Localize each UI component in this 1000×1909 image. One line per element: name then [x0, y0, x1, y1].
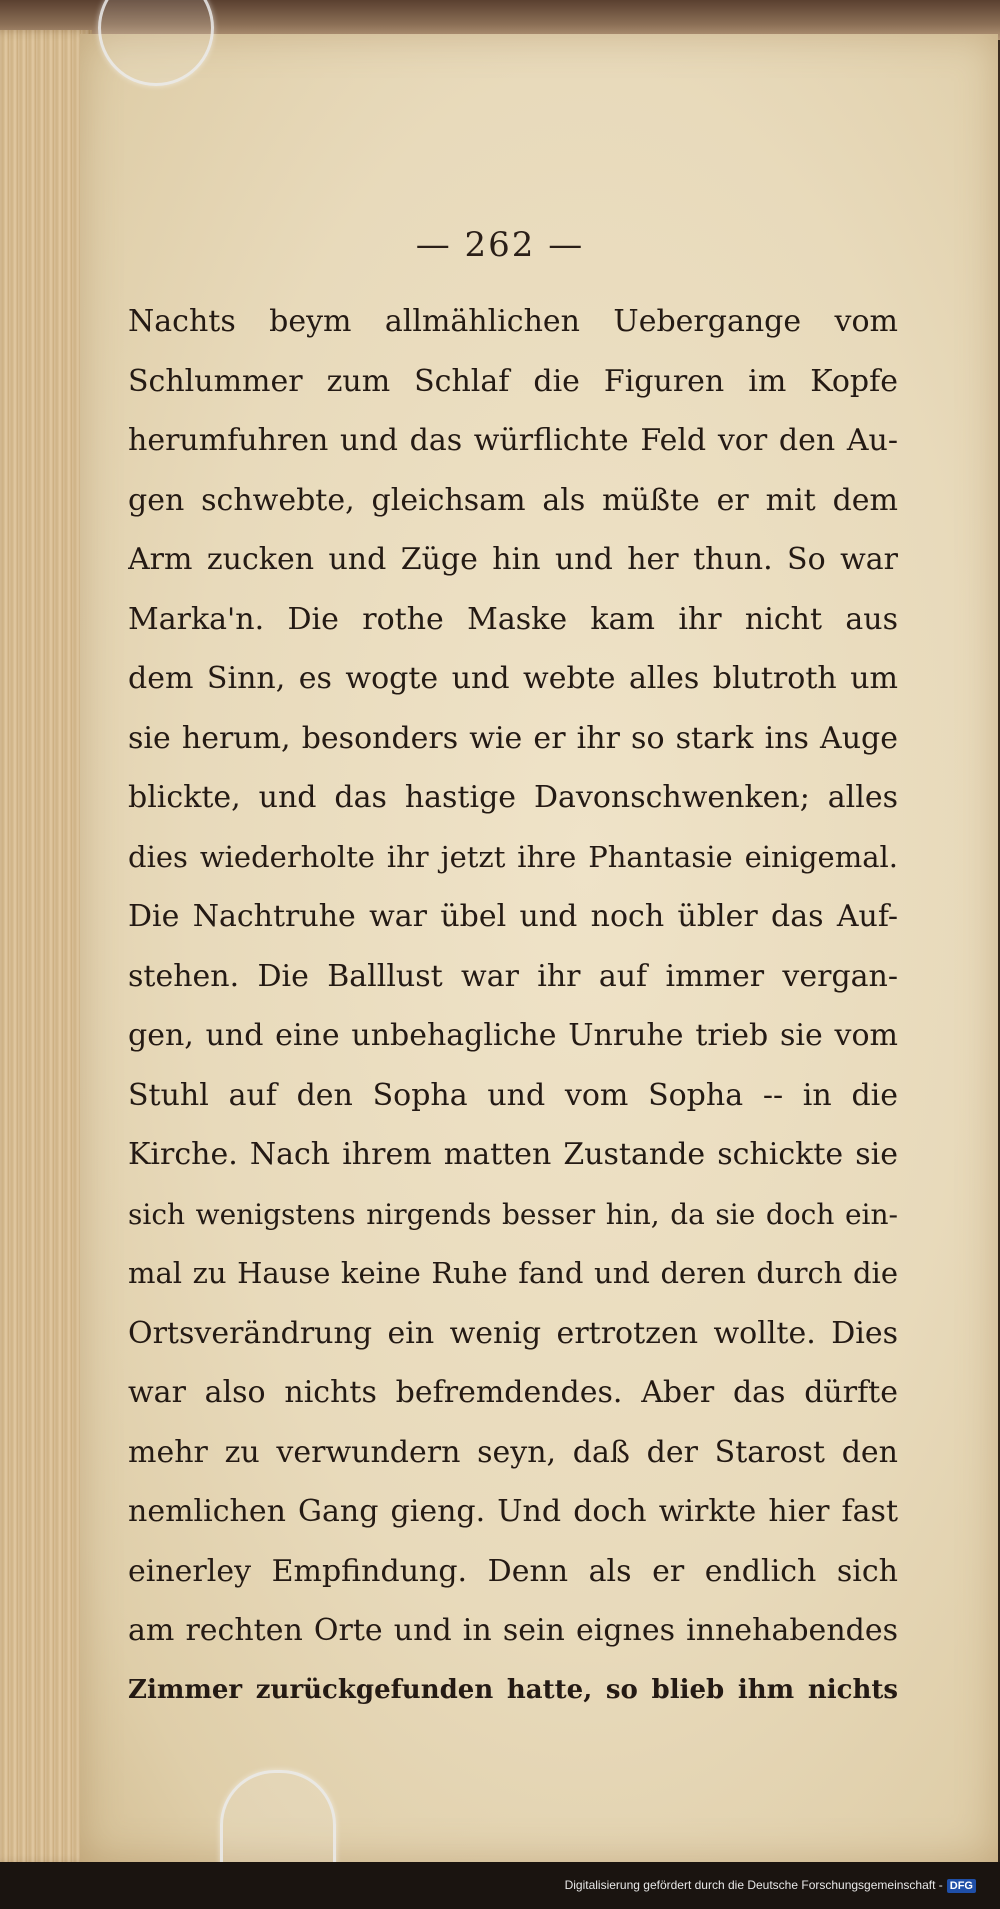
text-line: am rechten Orte und in sein eignes innehabendes: [128, 1613, 898, 1648]
text-line: nemlichen Gang gieng. Und doch wirkte hier fast: [128, 1494, 898, 1529]
digitization-credit: [565, 1878, 976, 1893]
text-line: mehr zu verwundern seyn, daß der Starost den: [128, 1434, 898, 1470]
text-line: sich wenigstens nirgends besser hin, da sie doch ein-: [128, 1197, 898, 1231]
credit-text: Digitalisierung gefördert durch die Deutsche Forschungsgemeinschaft -: [564, 1878, 943, 1892]
text-line: gen, und eine unbehagliche Unruhe trieb sie vom: [128, 1018, 898, 1053]
page-number-header: — 262 —: [415, 225, 585, 265]
book-page-edges: [0, 30, 92, 1865]
text-line: stehen. Die Balllust war ihr auf immer vergan-: [128, 958, 898, 994]
text-line: Kirche. Nach ihrem matten Zustande schickte sie: [128, 1137, 898, 1172]
text-line: Stuhl auf den Sopha und vom Sopha -- in die: [128, 1077, 898, 1113]
text-line: sie herum, besonders wie er ihr so stark ins Auge: [128, 720, 898, 756]
text-line: Marka'n. Die rothe Maske kam ihr nicht aus: [128, 601, 898, 637]
text-line: dies wiederholte ihr jetzt ihre Phantasie einigemal.: [128, 839, 898, 874]
text-line: war also nichts befremdendes. Aber das dürfte: [128, 1375, 898, 1410]
dfg-logo: DFG: [947, 1879, 976, 1893]
text-line: einerley Empfindung. Denn als er endlich sich: [128, 1553, 898, 1589]
text-line: gen schwebte, gleichsam als müßte er mit dem: [128, 482, 898, 518]
text-line: Die Nachtruhe war übel und noch übler das Auf-: [128, 899, 898, 934]
text-line: Arm zucken und Züge hin und her thun. So war: [128, 542, 898, 577]
text-line: blickte, und das hastige Davonschwenken; alles: [128, 780, 898, 815]
text-line: Zimmer zurückgefunden hatte, so blieb ihm nichts: [128, 1674, 898, 1705]
text-line: herumfuhren und das würflichte Feld vor den Au-: [128, 423, 898, 458]
body-text: [128, 292, 898, 1720]
text-line: mal zu Hause keine Ruhe fand und deren durch die: [128, 1256, 898, 1290]
text-line: Schlummer zum Schlaf die Figuren im Kopfe: [128, 363, 898, 399]
text-line: dem Sinn, es wogte und webte alles blutroth um: [128, 661, 898, 696]
text-line: Nachts beym allmählichen Uebergange vom: [128, 304, 898, 339]
text-line: Ortsverändrung ein wenig ertrotzen wollte. Dies: [128, 1315, 898, 1351]
